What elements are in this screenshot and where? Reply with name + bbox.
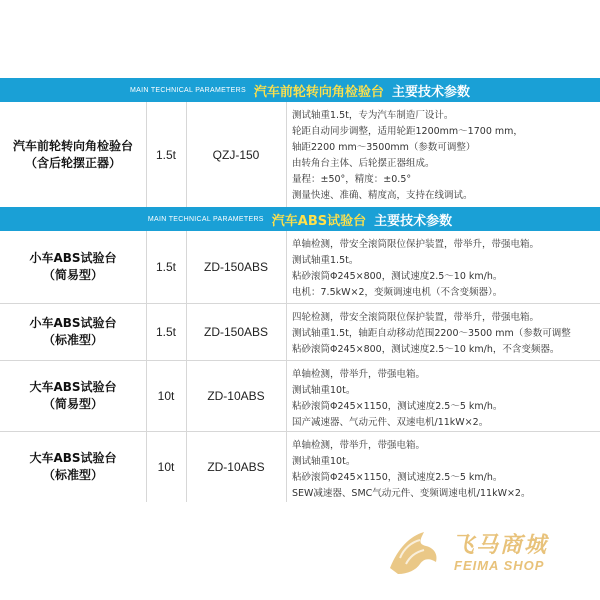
description-line: 测试轴重10t。	[292, 385, 356, 396]
description-line: SEW减速器、SMC气动元件、变频调速电机/11kW×2。	[292, 488, 531, 499]
product-name	[0, 304, 146, 360]
product-description	[286, 231, 600, 303]
product-name-line: 汽车前轮转向角检验台	[12, 138, 133, 153]
description-line: 单轴检测，带举升，带强电箱。	[292, 369, 426, 380]
table-row	[0, 102, 600, 207]
axle-load: 1.5t	[155, 147, 176, 162]
section-header-steering	[0, 78, 600, 102]
product-name-line: （简易型）	[42, 268, 103, 282]
description-line: 测量快速、准确、精度高，支持在线调试。	[292, 190, 473, 201]
description-line: 轮距自动同步调整，适用轮距1200mm～1700 mm，	[292, 126, 523, 137]
header-en-label: MAIN TECHNICAL PARAMETERS	[147, 215, 264, 223]
axle-load: 10t	[157, 389, 175, 403]
product-name-line: 大车ABS试验台	[29, 380, 117, 394]
product-name-line: 小车ABS试验台	[29, 251, 117, 265]
header-title-highlight: 汽车前轮转向角检验台	[253, 84, 384, 100]
product-name	[0, 102, 146, 207]
header-title: 主要技术参数	[374, 213, 453, 229]
table-row	[0, 432, 600, 502]
description-line: 测试轴重1.5t，专为汽车制造厂设计。	[292, 110, 454, 121]
model-number: QZJ-150	[212, 147, 260, 162]
product-name	[0, 231, 146, 303]
watermark-cn: 飞马商城	[452, 533, 549, 558]
axle-load: 1.5t	[155, 260, 176, 274]
product-name-line: （含后轮摆正器）	[24, 155, 121, 170]
product-description	[286, 361, 600, 431]
product-name-line: （标准型）	[42, 468, 103, 482]
description-line: 四轮检测，带安全滚筒限位保护装置，带举升，带强电箱。	[292, 312, 540, 323]
description-line: 轴距2200 mm～3500mm（参数可调整）	[292, 142, 476, 153]
table-row	[0, 304, 600, 360]
pegasus-icon	[380, 518, 450, 588]
table-row	[0, 231, 600, 303]
description-line: 测试轴重10t。	[292, 456, 356, 467]
product-name	[0, 361, 146, 431]
product-description	[286, 432, 600, 502]
header-en-label: MAIN TECHNICAL PARAMETERS	[130, 86, 246, 94]
product-description	[286, 304, 600, 360]
description-line: 量程：±50°，精度：±0.5°	[292, 174, 412, 185]
feima-shop-logo	[380, 518, 580, 588]
model-number: ZD-10ABS	[207, 460, 265, 474]
description-line: 由转角台主体、后轮摆正器组成。	[292, 158, 435, 169]
product-description	[286, 102, 600, 207]
model-number: ZD-10ABS	[207, 389, 265, 403]
product-name-line: 大车ABS试验台	[29, 451, 117, 465]
table-row	[0, 361, 600, 431]
description-line: 单轴检测，带举升，带强电箱。	[292, 440, 426, 451]
description-line: 测试轴重1.5t。	[292, 255, 359, 266]
header-title-highlight: 汽车ABS试验台	[271, 213, 367, 229]
header-title: 主要技术参数	[391, 84, 470, 100]
watermark-en: FEIMA SHOP	[454, 558, 545, 573]
axle-load: 10t	[157, 460, 175, 474]
product-name-line: 小车ABS试验台	[29, 316, 117, 330]
model-number: ZD-150ABS	[203, 260, 269, 274]
product-name-line: （标准型）	[42, 333, 103, 347]
description-line: 测试轴重1.5t，轴距自动移动范围2200～3500 mm（参数可调整	[292, 328, 571, 339]
description-line: 粘砂滚筒Φ245×800，测试速度2.5～10 km/h，不含变频器。	[292, 344, 560, 355]
product-name	[0, 432, 146, 502]
section-header-abs	[0, 207, 600, 231]
description-line: 粘砂滚筒Φ245×800，测试速度2.5～10 km/h。	[292, 271, 503, 282]
model-number: ZD-150ABS	[203, 325, 269, 339]
description-line: 粘砂滚筒Φ245×1150，测试速度2.5～5 km/h。	[292, 401, 503, 412]
description-line: 粘砂滚筒Φ245×1150，测试速度2.5～5 km/h。	[292, 472, 503, 483]
product-name-line: （简易型）	[42, 397, 103, 411]
axle-load: 1.5t	[155, 325, 176, 339]
description-line: 电机：7.5kW×2，变频调速电机（不含变频器）。	[292, 287, 503, 298]
description-line: 国产减速器、气动元件、双速电机/11kW×2。	[292, 417, 489, 428]
description-line: 单轴检测，带安全滚筒限位保护装置，带举升，带强电箱。	[292, 239, 540, 250]
